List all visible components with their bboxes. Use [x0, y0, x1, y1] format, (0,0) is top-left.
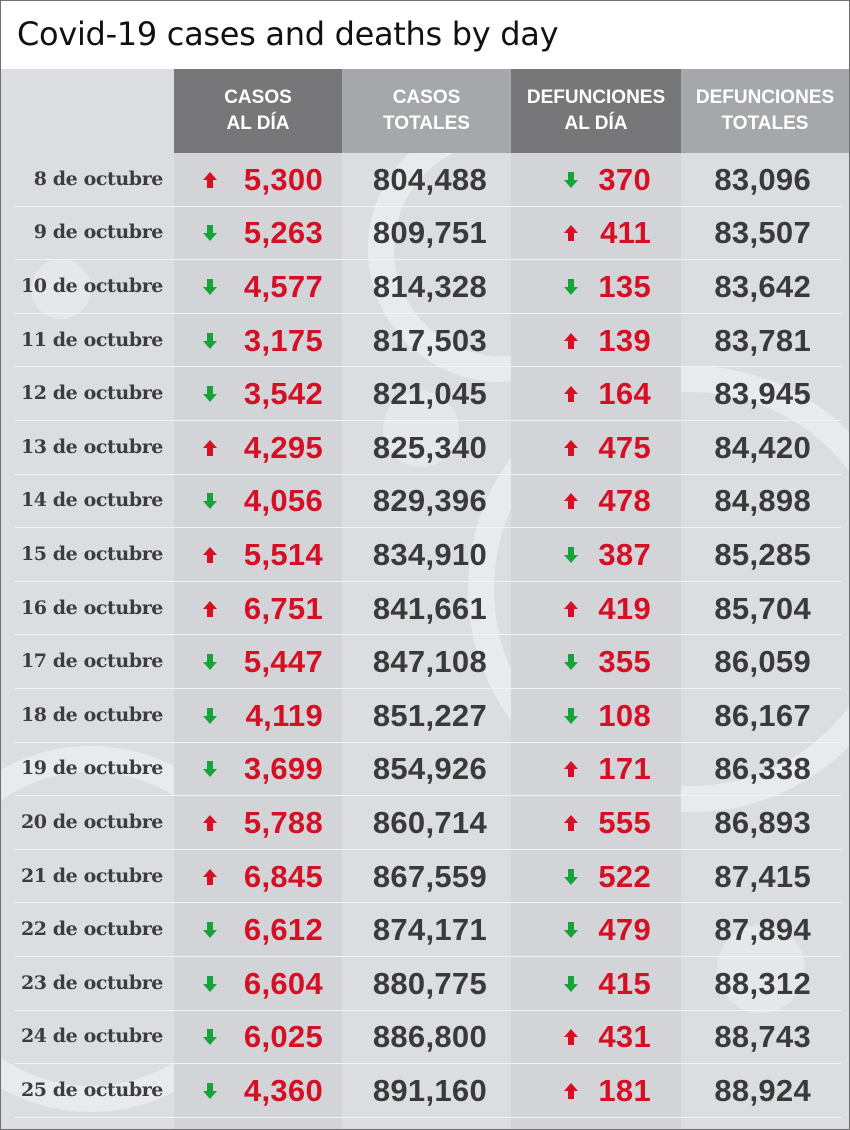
cases-day-value: 6,751 [243, 590, 323, 626]
arrow-down-icon [563, 975, 579, 993]
deaths-total-value: 85,704 [714, 590, 811, 626]
row-date: 13 de octubre [20, 435, 163, 458]
table-row [1, 260, 849, 314]
deaths-total-value: 84,420 [714, 429, 811, 465]
cases-day-value: 5,514 [243, 536, 323, 572]
arrow-up-icon [563, 224, 579, 242]
row-date: 10 de octubre [20, 274, 163, 297]
cases-day-value: 6,845 [243, 858, 323, 894]
row-date: 14 de octubre [20, 489, 163, 512]
deaths-day-value: 411 [600, 215, 651, 251]
row-date: 20 de octubre [20, 810, 163, 833]
table-row [1, 635, 849, 689]
table-row [1, 903, 849, 957]
cases-total-value: 829,396 [372, 483, 487, 519]
table-row [1, 957, 849, 1011]
cases-day-value: 4,577 [243, 268, 323, 304]
deaths-day-value: 355 [598, 644, 651, 680]
deaths-total-value: 83,945 [714, 376, 811, 412]
deaths-total-value: 83,507 [714, 215, 811, 251]
row-date: 17 de octubre [20, 650, 163, 673]
cases-total-value: 841,661 [372, 590, 487, 626]
cases-total-value: 825,340 [372, 429, 487, 465]
row-date: 8 de octubre [33, 167, 163, 190]
table-row [1, 582, 849, 636]
deaths-total-value: 86,893 [714, 804, 811, 840]
cases-total-value: 809,751 [372, 215, 487, 251]
arrow-down-icon [563, 653, 579, 671]
data-table [1, 69, 849, 1129]
table-row [1, 475, 849, 529]
arrow-up-icon [563, 814, 579, 832]
arrow-up-icon [563, 1082, 579, 1100]
cases-day-value: 4,360 [243, 1072, 323, 1108]
arrow-up-icon [563, 1028, 579, 1046]
arrow-down-icon [563, 278, 579, 296]
deaths-total-value: 83,642 [714, 268, 811, 304]
deaths-day-value: 135 [598, 268, 651, 304]
deaths-day-value: 387 [598, 536, 651, 572]
deaths-day-value: 164 [598, 376, 651, 412]
table-row [1, 850, 849, 904]
cases-day-value: 6,025 [243, 1019, 323, 1055]
cases-day-value: 5,263 [243, 215, 323, 251]
arrow-down-icon [563, 707, 579, 725]
arrow-down-icon [563, 546, 579, 564]
deaths-day-value: 431 [598, 1019, 651, 1055]
cases-total-value: 814,328 [372, 268, 487, 304]
deaths-day-value: 139 [598, 322, 651, 358]
arrow-up-icon [563, 760, 579, 778]
cases-day-value: 5,788 [243, 804, 323, 840]
cases-total-value: 851,227 [372, 697, 487, 733]
cases-total-value: 891,160 [372, 1072, 487, 1108]
row-date: 21 de octubre [20, 864, 163, 887]
row-date: 16 de octubre [20, 596, 163, 619]
deaths-day-value: 479 [598, 912, 651, 948]
deaths-total-value: 86,167 [714, 697, 811, 733]
deaths-total-value: 83,781 [714, 322, 811, 358]
arrow-up-icon [563, 492, 579, 510]
cases-total-value: 880,775 [372, 965, 487, 1001]
row-date: 25 de octubre [20, 1078, 163, 1101]
cases-day-value: 5,300 [243, 161, 323, 197]
arrow-up-icon [563, 385, 579, 403]
row-date: 11 de octubre [20, 328, 163, 351]
cases-total-value: 834,910 [372, 536, 487, 572]
deaths-day-value: 415 [598, 965, 651, 1001]
row-date: 19 de octubre [20, 757, 163, 780]
deaths-day-value: 181 [598, 1072, 651, 1108]
table-row [1, 421, 849, 475]
deaths-day-value: 478 [598, 483, 651, 519]
row-date: 12 de octubre [20, 382, 163, 405]
cases-day-value: 3,542 [243, 376, 323, 412]
table-row [1, 743, 849, 797]
header-cases-total: CASOS TOTALES [342, 69, 511, 153]
table-row [1, 207, 849, 261]
deaths-total-value: 86,338 [714, 751, 811, 787]
arrow-down-icon [563, 868, 579, 886]
cases-total-value: 867,559 [372, 858, 487, 894]
deaths-total-value: 86,059 [714, 644, 811, 680]
deaths-day-value: 108 [598, 697, 651, 733]
deaths-total-value: 83,096 [714, 161, 811, 197]
deaths-total-value: 88,743 [714, 1019, 811, 1055]
row-date: 23 de octubre [20, 971, 163, 994]
table-row [1, 689, 849, 743]
deaths-total-value: 87,415 [714, 858, 811, 894]
deaths-total-value: 85,285 [714, 536, 811, 572]
cases-day-value: 4,056 [243, 483, 323, 519]
cases-total-value: 821,045 [372, 376, 487, 412]
table-row [1, 314, 849, 368]
row-date: 18 de octubre [20, 703, 163, 726]
table-row [1, 796, 849, 850]
cases-day-value: 4,119 [245, 697, 323, 733]
arrow-up-icon [563, 439, 579, 457]
header-deaths-day: DEFUNCIONES AL DÍA [511, 69, 681, 153]
cases-total-value: 804,488 [372, 161, 487, 197]
arrow-down-icon [563, 171, 579, 189]
cases-day-value: 5,447 [243, 644, 323, 680]
row-date: 9 de octubre [33, 221, 163, 244]
cases-total-value: 886,800 [372, 1019, 487, 1055]
table-row [1, 1064, 849, 1118]
header-deaths-total: DEFUNCIONES TOTALES [681, 69, 849, 153]
cases-total-value: 817,503 [372, 322, 487, 358]
cases-day-value: 4,295 [243, 429, 323, 465]
deaths-day-value: 475 [598, 429, 651, 465]
cases-day-value: 3,175 [243, 322, 323, 358]
deaths-day-value: 171 [598, 751, 651, 787]
deaths-total-value: 84,898 [714, 483, 811, 519]
deaths-total-value: 87,894 [714, 912, 811, 948]
deaths-day-value: 370 [598, 161, 651, 197]
page-title: Covid-19 cases and deaths by day [17, 15, 559, 53]
row-date: 15 de octubre [20, 542, 163, 565]
deaths-day-value: 419 [598, 590, 651, 626]
deaths-day-value: 555 [598, 804, 651, 840]
cases-day-value: 6,604 [243, 965, 323, 1001]
row-date: 22 de octubre [20, 918, 163, 941]
cases-total-value: 854,926 [372, 751, 487, 787]
table-row [1, 1011, 849, 1065]
cases-day-value: 3,699 [243, 751, 323, 787]
deaths-day-value: 522 [598, 858, 651, 894]
arrow-down-icon [563, 921, 579, 939]
table-row [1, 528, 849, 582]
deaths-total-value: 88,924 [714, 1072, 811, 1108]
cases-total-value: 874,171 [372, 912, 487, 948]
table-row [1, 367, 849, 421]
arrow-up-icon [563, 332, 579, 350]
header-cases-day: CASOS AL DÍA [174, 69, 342, 153]
cases-day-value: 6,612 [243, 912, 323, 948]
row-date: 24 de octubre [20, 1025, 163, 1048]
cases-total-value: 860,714 [372, 804, 487, 840]
cases-total-value: 847,108 [372, 644, 487, 680]
table-row [1, 153, 849, 207]
deaths-total-value: 88,312 [714, 965, 811, 1001]
arrow-up-icon [563, 600, 579, 618]
